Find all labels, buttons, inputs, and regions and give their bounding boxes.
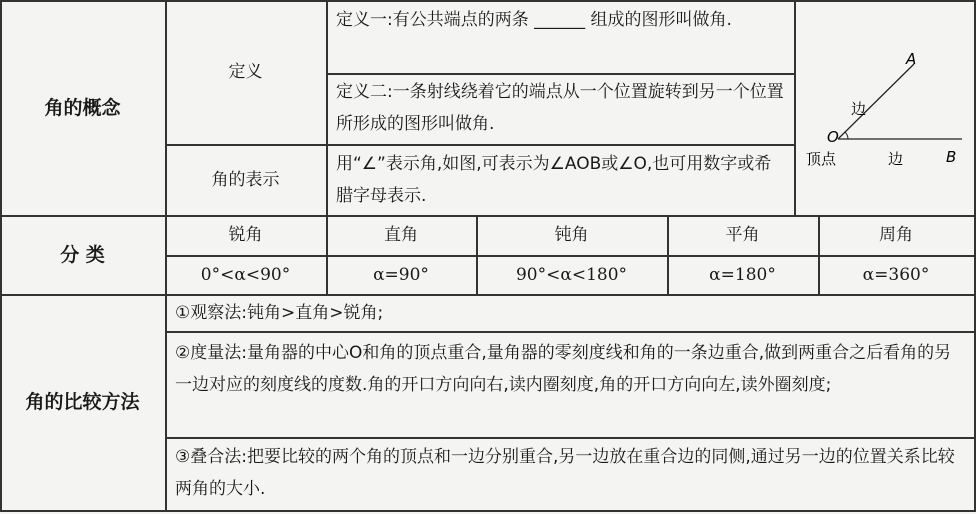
definition-one-text: 定义一:有公共端点的两条 ______ 组成的图形叫做角. — [336, 10, 732, 30]
ray-oa — [838, 64, 914, 139]
side-lower-label: 边 — [888, 150, 904, 168]
comparison-section-label: 角的比较方法 — [25, 391, 140, 413]
divider-method1 — [165, 331, 976, 333]
point-b-label: B — [946, 148, 957, 166]
notation-label: 角的表示 — [211, 169, 280, 190]
border-right — [974, 0, 976, 512]
side-upper-label: 边 — [851, 100, 867, 118]
concept-section-label: 角的概念 — [44, 96, 121, 119]
border-bottom — [0, 510, 976, 512]
class-range-acute: 0°<α<90° — [200, 264, 291, 285]
class-name-acute: 锐角 — [228, 225, 263, 245]
class-name-full: 周角 — [879, 225, 913, 245]
definition-two-text: 定义二:一条射线绕着它的端点从一个位置旋转到另一个位置所形成的图形叫做角. — [336, 82, 784, 134]
method-observation: ①观察法:钝角>直角>锐角; — [175, 303, 384, 323]
definition-label: 定义 — [228, 62, 263, 82]
class-range-obtuse: 90°<α<180° — [515, 264, 628, 285]
divider-def1 — [326, 73, 794, 75]
method-overlay: ③叠合法:把要比较的两个角的顶点和一边分别重合,另一边放在重合边的同侧,通过另一边的位置关系比较两角的大小. — [175, 447, 955, 499]
method-measurement: ②度量法:量角器的中心O和角的顶点重合,量角器的零刻度线和角的一条边重合,做到两重合之后看角的另一边对应的刻度线的度数.角的开口方向向右,读内圈刻度,角的开口方向向左,读外圈刻度; — [175, 343, 952, 395]
vertex-label: 顶点 — [806, 150, 837, 168]
class-name-straight: 平角 — [725, 225, 760, 245]
class-range-straight: α=180° — [709, 264, 776, 285]
classification-section-label: 分 类 — [60, 243, 105, 266]
angle-figure — [796, 2, 974, 215]
class-range-right: α=90° — [373, 264, 429, 285]
class-range-full: α=360° — [862, 264, 930, 285]
point-o-label: O — [827, 128, 839, 146]
angle-arc — [845, 132, 848, 139]
class-name-obtuse: 钝角 — [554, 225, 589, 245]
notation-text: 用“∠”表示角,如图,可表示为∠AOB或∠O,也可用数字或希腊字母表示. — [336, 154, 772, 206]
divider-method2 — [165, 437, 976, 439]
point-a-label: A — [906, 50, 917, 68]
class-name-right: 直角 — [384, 225, 418, 245]
